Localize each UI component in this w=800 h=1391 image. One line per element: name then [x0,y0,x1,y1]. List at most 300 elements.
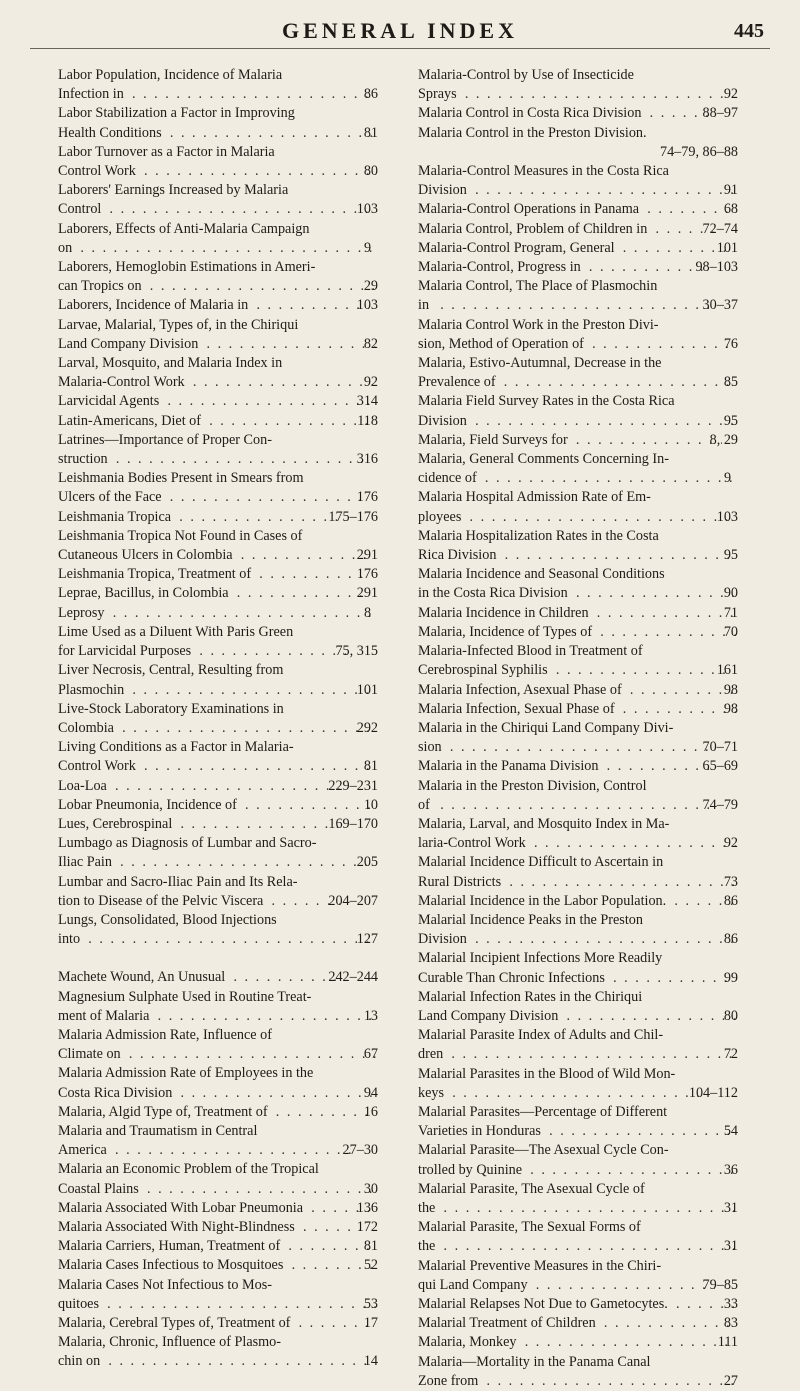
dot-leader [171,508,340,527]
dot-leader [432,796,715,815]
index-entry-pages: 90 [736,584,738,603]
index-entry-line [72,604,378,623]
dot-leader [477,469,736,488]
index-entry-text: Leprosy [72,604,105,623]
index-entry-line [72,681,378,700]
index-entry-line: of . . . 74–79 [432,796,738,815]
index-entry-text: Malarial Incidence in the Labor Population. [432,892,666,911]
dot-leader [598,757,714,776]
index-entry [58,700,378,738]
index-entry-line [432,373,738,392]
index-entry [418,1103,738,1141]
index-entry-line [432,1333,738,1352]
index-entry [58,220,378,258]
index-entry-text: Plasmochin [72,681,124,700]
index-entry-pages: 79–85 [715,1276,738,1295]
index-entry [58,1122,378,1160]
index-entry-text: Malaria an Economic Problem of the Tropical [72,1160,378,1179]
index-entry-pages: 72 [736,1045,738,1064]
dot-leader [72,239,376,258]
index-entry-pages: 52 [376,1256,378,1275]
index-entry-text: Curable Than Chronic Infections [432,969,605,988]
index-entry [58,354,378,392]
index-entry-text: Malaria Control Work in the Preston Divi- [432,316,738,335]
dot-leader [592,623,736,642]
index-entry [58,143,378,181]
index-entry-text: Malarial Incidence Difficult to Ascertain in [432,853,738,872]
index-entry [58,296,378,315]
index-entry [418,527,738,565]
index-entry-text: Malaria—Mortality in the Panama Canal [432,1353,738,1372]
index-entry-text: keys [432,1084,444,1103]
index-entry [418,1026,738,1064]
index-entry-text: Cerebrospinal Syphilis [432,661,548,680]
index-entry-line [432,930,738,949]
index-entry-line [432,431,738,450]
dot-leader [461,508,728,527]
index-entry-text: Malaria, Larval, and Mosquito Index in Ma- [432,815,738,834]
index-entry-pages: 13 [376,1007,378,1026]
dot-leader [444,1084,701,1103]
index-entry [58,565,378,584]
dot-leader [251,565,369,584]
index-entry [418,604,738,623]
index-entry-text: Malarial Parasite, The Sexual Forms of [432,1218,738,1237]
index-entry [58,258,378,296]
dot-leader [162,488,369,507]
index-entry-pages: 70–71 [715,738,738,757]
index-entry-line [72,565,378,584]
index-entry [418,258,738,277]
index-entry-pages: 27–30 [355,1141,378,1160]
index-entry-text: Labor Turnover as a Factor in Malaria [72,143,378,162]
index-entry-line [72,1007,378,1026]
index-entry-line [432,181,738,200]
index-entry-text: Malaria-Infected Blood in Treatment of [432,642,738,661]
index-entry-pages: 80 [736,1007,738,1026]
index-entry-pages: 175–176 [340,508,378,527]
index-entry-pages: 8, 29 [722,431,738,450]
index-entry-text: Malarial Parasites—Percentage of Different [432,1103,738,1122]
index-entry-text: Malaria-Control Operations in Panama [432,200,639,219]
index-entry [418,777,738,815]
index-entry-pages: 9 [376,239,378,258]
index-column-right [418,66,738,1391]
index-entry [58,66,378,104]
index-entry-text: laria-Control Work [432,834,526,853]
index-entry-line [72,777,378,796]
index-entry-line [72,1141,378,1160]
index-entry-text: Malaria Admission Rate of Employees in the [72,1064,378,1083]
dot-leader [558,1007,736,1026]
index-entry-pages: 92 [736,834,738,853]
index-entry [418,316,738,354]
index-entry-text: Costa Rica Division [72,1084,172,1103]
index-entry-text: Malaria-Control Work [72,373,185,392]
index-entry [58,431,378,469]
index-entry-text: Leishmania Tropica, Treatment of [72,565,251,584]
index-entry [418,66,738,104]
dot-leader [80,930,369,949]
index-entry-text: into [72,930,80,949]
dot-leader [172,1084,376,1103]
index-entry-pages: 127 [369,930,378,949]
index-entry-pages: 91 [736,181,738,200]
index-entry-text: Malaria Field Survey Rates in the Costa Rica [432,392,738,411]
index-entry-text: Zone from [432,1372,478,1391]
index-entry-text: for Larvicidal Purposes [72,642,191,661]
index-entry [58,1276,378,1314]
index-entry [418,104,738,123]
dot-leader [568,584,736,603]
dot-leader [225,968,340,987]
dot-leader [201,412,369,431]
index-entry [418,815,738,853]
index-entry-pages: 80 [376,162,378,181]
index-entry-text: Malaria-Control by Use of Insecticide [432,66,738,85]
index-entry-text: Malaria, General Comments Concerning In- [432,450,738,469]
index-entry [58,316,378,354]
index-entry-line [72,1256,378,1275]
dot-leader [442,738,715,757]
dot-leader [112,853,369,872]
index-entry-text: Land Company Division [432,1007,558,1026]
index-entry-text: Latin-Americans, Diet of [72,412,201,431]
page-number: 445 [734,20,764,43]
dot-leader [467,181,736,200]
index-entry-line [72,584,378,603]
index-entry-text: Leprae, Bacillus, in Colombia [72,584,229,603]
index-entry-pages: 16 [376,1103,378,1122]
index-entry-line [72,277,378,296]
index-entry-text: Living Conditions as a Factor in Malaria- [72,738,378,757]
dot-leader [522,1161,736,1180]
index-entry-line [432,239,738,258]
index-entry-text: Malaria-Control Measures in the Costa Rica [432,162,738,181]
index-entry-text: Malarial Parasite, The Asexual Cycle of [432,1180,738,1199]
dot-leader [596,1314,736,1333]
dot-leader [622,681,736,700]
dot-leader [432,296,715,315]
index-entry-text: Malaria Control, Problem of Children in [432,220,647,239]
index-entry-pages: 71 [736,604,738,623]
index-entry-text: Magnesium Sulphate Used in Routine Treat- [72,988,378,1007]
dot-leader [615,700,736,719]
index-entry [58,181,378,219]
index-entry [58,1199,378,1218]
index-entry-pages: 17 [376,1314,378,1333]
index-entry-pages: 98–103 [707,258,738,277]
dot-leader [268,1103,376,1122]
index-entry-text: Rural Districts [432,873,501,892]
index-entry-pages: 54 [736,1122,738,1141]
index-entry-line [72,1103,378,1122]
index-entry-pages: 10 [376,796,378,815]
index-entry-pages: 27 [736,1372,738,1391]
index-entry-text: Leishmania Tropica [72,508,171,527]
index-entry-line [432,892,738,911]
index-entry [418,565,738,603]
index-entry-text: Division [432,412,467,431]
dot-leader [101,200,368,219]
index-entry-text: Larvae, Malarial, Types of, in the Chiriqui [72,316,378,335]
index-entry-pages: 95 [736,412,738,431]
index-entry-text: Malaria Incidence in Children [432,604,589,623]
index-entry [418,642,738,680]
index-entry-pages: 176 [369,565,378,584]
index-entry-pages: 81 [376,757,378,776]
dot-leader [435,1199,735,1218]
dot-leader [198,335,376,354]
index-entry-line [72,1352,378,1371]
index-entry [58,527,378,565]
index-entry-pages: 118 [369,412,378,431]
index-entry-text: Iliac Pain [72,853,112,872]
index-entry-text: the [432,1199,435,1218]
index-entry-line [432,738,738,757]
index-entry-pages: 103 [369,200,378,219]
index-entry-line [72,412,378,431]
index-entry-text: Leishmania Bodies Present in Smears from [72,469,378,488]
index-entry [418,1333,738,1352]
index-entry-text: tion to Disease of the Pelvic Viscera [72,892,263,911]
index-entry-line [72,508,378,527]
index-entry-text: Malaria, Chronic, Influence of Plasmo- [72,1333,378,1352]
index-entry-pages: 98 [736,681,738,700]
index-entry-line [72,1199,378,1218]
index-entry [418,719,738,757]
index-entry-text: Prevalence of [432,373,496,392]
index-entry [418,431,738,450]
dot-leader [99,1295,376,1314]
index-entry [418,853,738,891]
index-entry-pages: 103 [369,296,378,315]
index-entry-pages: 94 [376,1084,378,1103]
index-entry-text: Land Company Division [72,335,198,354]
running-header-title: GENERAL INDEX [0,18,800,44]
index-entry [58,584,378,603]
index-entry-text: Malaria, Incidence of Types of [432,623,592,642]
index-entry-pages: 14 [376,1352,378,1371]
index-entry-text: Division [432,181,467,200]
index-entry-text: Malarial Treatment of Children [432,1314,596,1333]
index-entry [58,1256,378,1275]
index-entry-pages: 172 [369,1218,378,1237]
index-entry-text: quitoes [72,1295,99,1314]
dot-leader [191,642,347,661]
index-entry-text: Malaria and Traumatism in Central [72,1122,378,1141]
index-entry-pages: 65–69 [715,757,738,776]
index-entry [58,104,378,142]
index-entry-line [432,200,738,219]
index-entry-pages: 104–112 [701,1084,738,1103]
index-entry-pages: 101 [369,681,378,700]
index-entry [58,1103,378,1122]
index-entry-pages: 316 [369,450,378,469]
index-entry-line [432,1161,738,1180]
index-entry-pages: 103 [729,508,738,527]
index-entry-pages: 95 [736,546,738,565]
index-entry-text: Malaria, Cerebral Types of, Treatment of [72,1314,290,1333]
index-entry-text: Laborers, Incidence of Malaria in [72,296,248,315]
index-entry-text: Laborers' Earnings Increased by Malaria [72,181,378,200]
index-entry-line [72,1084,378,1103]
header-rule [30,48,770,49]
index-entry-pages: 70 [736,623,738,642]
index-entry-line [432,335,738,354]
dot-leader [639,200,736,219]
index-entry-pages: 82 [376,335,378,354]
dot-leader [605,969,736,988]
dot-leader [124,85,376,104]
index-entry-text: Machete Wound, An Unusual [72,968,225,987]
index-entry [418,220,738,239]
index-entry [418,757,738,776]
index-entry-line [432,757,738,776]
dot-leader [467,412,736,431]
index-entry-text: Lumbago as Diagnosis of Lumbar and Sacro- [72,834,378,853]
index-entry-line [432,1084,738,1103]
index-entry-pages: 31 [736,1237,738,1256]
index-entry-line [432,834,738,853]
index-entry-line [432,258,738,277]
dot-leader [280,1237,376,1256]
index-entry [58,1026,378,1064]
index-entry [418,623,738,642]
index-entry-pages: 81 [376,124,378,143]
index-entry-line [432,85,738,104]
index-entry-text: ployees [432,508,461,527]
index-entry-pages: 83 [736,1314,738,1333]
index-entry-pages: 9 [736,469,738,488]
index-entry [58,1160,378,1198]
index-entry-text: Malarial Parasites in the Blood of Wild Mon- [432,1065,738,1084]
index-column-left [58,66,378,1372]
index-entry-text: Lues, Cerebrospinal [72,815,172,834]
index-entry [418,239,738,258]
index-entry-pages: 205 [369,853,378,872]
index-entry-line [432,104,738,123]
index-entry-line [432,469,738,488]
index-entry-pages: 101 [729,239,738,258]
index-entry-line [72,1045,378,1064]
index-entry-line [72,1218,378,1237]
index-entry [58,738,378,776]
dot-leader [467,930,736,949]
index-entry [418,1353,738,1391]
index-entry-pages: 8 [376,604,378,623]
index-entry-line [432,1295,738,1314]
index-entry [418,143,738,162]
index-entry [418,1180,738,1218]
index-entry-text: Live-Stock Laboratory Examinations in [72,700,378,719]
index-entry [58,988,378,1026]
dot-leader [107,777,341,796]
index-entry-text: in the Costa Rica Division [432,584,568,603]
index-entry [58,1314,378,1333]
index-entry-line [72,124,378,143]
index-entry-line [432,700,738,719]
index-entry-text: Malarial Relapses Not Due to Gametocytes. [432,1295,668,1314]
dot-leader [105,604,377,623]
index-entry-pages: 36 [736,1161,738,1180]
index-entry-pages: 67 [376,1045,378,1064]
index-entry-pages: 98 [736,700,738,719]
index-entry-pages: 29 [376,277,378,296]
index-entry [418,681,738,700]
index-entry-pages: 229–231 [340,777,378,796]
index-entry [418,1218,738,1256]
index-entry-pages: 72–74 [715,220,738,239]
index-entry-line [72,450,378,469]
index-entry-text: Lime Used as a Diluent With Paris Green [72,623,378,642]
index-entry-text: Latrines—Importance of Proper Con- [72,431,378,450]
index-entry-pages: 53 [376,1295,378,1314]
index-entry-pages: 169–170 [340,815,378,834]
index-entry-text: Malaria Cases Not Infectious to Mos- [72,1276,378,1295]
index-entry-pages: 111 [730,1333,738,1352]
dot-leader [548,661,729,680]
index-entry-text: Colombia [72,719,114,738]
index-entry [58,1237,378,1256]
index-entry-line [72,930,378,949]
dot-leader [107,1141,355,1160]
index-entry [418,1065,738,1103]
index-entry-text: Control Work [72,162,136,181]
index-entry-pages: 74–79 [715,796,738,815]
index-entry-line [72,968,378,987]
index-entry [418,1257,738,1295]
index-entry-text: Malaria Control, The Place of Plasmochin [432,277,738,296]
index-entry-line [432,604,738,623]
index-entry-text: Malaria-Control Program, General [432,239,615,258]
index-entry [58,1218,378,1237]
index-entry [418,354,738,392]
index-entry-text: Malaria Infection, Sexual Phase of [432,700,615,719]
dot-leader [584,335,736,354]
dot-leader [124,681,369,700]
index-entry-text: sion, Method of Operation of [432,335,584,354]
dot-leader [172,815,340,834]
dot-leader [136,757,376,776]
index-entry-line [432,546,738,565]
dot-leader [136,162,376,181]
index-entry-line [432,1122,738,1141]
index-entry [418,200,738,219]
index-entry-line [72,796,378,815]
dot-leader [114,719,369,738]
index-entry-text: Labor Stabilization a Factor in Improving [72,104,378,123]
index-entry-pages: 136 [369,1199,378,1218]
index-entry [418,988,738,1026]
index-entry-line [72,757,378,776]
index-entry-line [432,1314,738,1333]
index-entry-text: Malaria Associated With Lobar Pneumonia [72,1199,303,1218]
index-entry-pages: 73 [736,873,738,892]
dot-leader [159,392,368,411]
index-entry [418,162,738,200]
index-entry-text: Malaria in the Preston Division, Control [432,777,738,796]
index-entry-text: Loa-Loa [72,777,107,796]
index-entry-pages: 88–97 [715,104,738,123]
index-entry-line [432,661,738,680]
index-entry-text: Lungs, Consolidated, Blood Injections [72,911,378,930]
index-entry-line [72,392,378,411]
index-entry-line [432,969,738,988]
index-entry-pages: 74–79, 86–88 [672,143,738,162]
index-entry-line [432,623,738,642]
index-entry-text: Malarial Incidence Peaks in the Preston [432,911,738,930]
